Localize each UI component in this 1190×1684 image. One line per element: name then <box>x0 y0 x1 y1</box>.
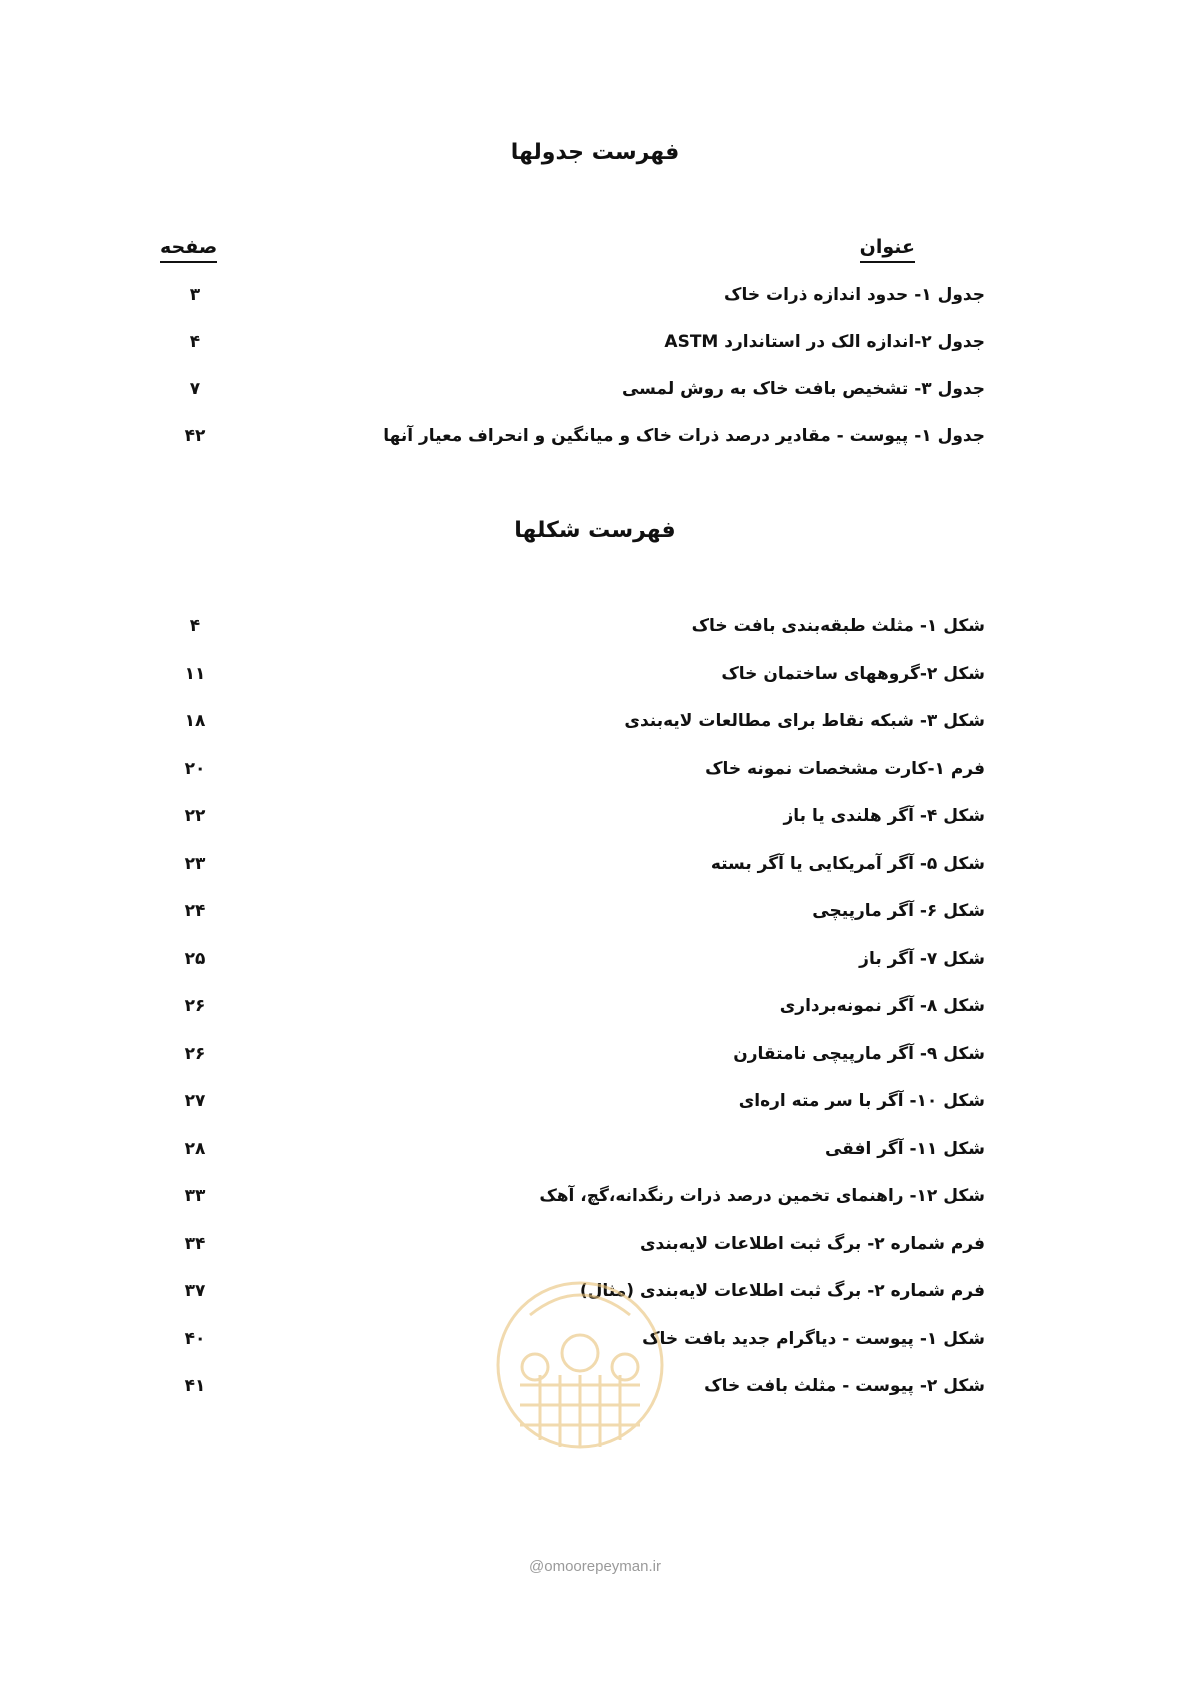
table-entry-title: جدول ۳- تشخیص بافت خاک به روش لمسی <box>621 379 985 399</box>
table-entry-page: ۷ <box>189 379 201 399</box>
figure-entry-page: ۱۸ <box>184 711 206 731</box>
figure-entry-page: ۲۷ <box>184 1091 206 1111</box>
column-title-header: عنوان <box>860 235 915 263</box>
column-page-header: صفحه <box>160 235 217 263</box>
figure-entry-title: شکل ۲- پیوست - مثلث بافت خاک <box>704 1376 985 1396</box>
figure-row[interactable] <box>170 659 985 689</box>
figure-row[interactable] <box>170 611 985 641</box>
figure-entry-title: فرم ۱-کارت مشخصات نمونه خاک <box>705 759 985 779</box>
table-row[interactable] <box>170 374 985 404</box>
figure-entry-page: ۴ <box>189 616 201 636</box>
figure-row[interactable] <box>170 706 985 736</box>
figure-entry-title: شکل ۱- پیوست - دیاگرام جدید بافت خاک <box>642 1329 985 1349</box>
figure-row[interactable] <box>170 849 985 879</box>
figure-entry-title: فرم شماره ۲- برگ ثبت اطلاعات لایه‌بندی <box>639 1234 985 1254</box>
table-entry-page: ۳ <box>189 285 201 305</box>
figure-entry-title: شکل ۱۲- راهنمای تخمین درصد ذرات رنگدانه،گچ، آهک <box>539 1186 985 1206</box>
figure-row[interactable] <box>170 1086 985 1116</box>
table-entry-title: جدول ۱- حدود اندازه ذرات خاک <box>724 285 985 305</box>
figure-row[interactable] <box>170 944 985 974</box>
table-row[interactable] <box>170 280 985 310</box>
figure-row[interactable] <box>170 801 985 831</box>
table-entry-title: جدول ۲-اندازه الک در استاندارد ASTM <box>664 332 985 352</box>
figure-row[interactable] <box>170 1229 985 1259</box>
figure-entry-title: شکل ۷- آگر باز <box>859 949 985 969</box>
figure-entry-title: شکل ۳- شبکه نقاط برای مطالعات لایه‌بندی <box>624 711 985 731</box>
tables-heading: فهرست جدولها <box>510 140 680 165</box>
figure-entry-page: ۲۶ <box>184 1044 206 1064</box>
figure-entry-title: شکل ۱۰- آگر با سر مته اره‌ای <box>738 1091 985 1111</box>
figure-entry-page: ۴۱ <box>184 1376 206 1396</box>
figure-entry-page: ۲۶ <box>184 996 206 1016</box>
figure-entry-title: شکل ۲-گروههای ساختمان خاک <box>721 664 985 684</box>
figure-entry-page: ۲۰ <box>184 759 206 779</box>
figure-row[interactable] <box>170 896 985 926</box>
figure-row[interactable] <box>170 991 985 1021</box>
figure-entry-title: شکل ۱۱- آگر افقی <box>824 1139 985 1159</box>
figure-entry-title: شکل ۴- آگر هلندی یا باز <box>783 806 985 826</box>
figure-row[interactable] <box>170 1181 985 1211</box>
figure-entry-page: ۲۸ <box>184 1139 206 1159</box>
figure-entry-page: ۱۱ <box>184 664 206 684</box>
figures-heading: فهرست شکلها <box>514 518 676 543</box>
figure-entry-title: شکل ۹- آگر مارپیچی نامتقارن <box>733 1044 985 1064</box>
table-entry-page: ۴۲ <box>184 426 206 446</box>
table-entry-page: ۴ <box>189 332 201 352</box>
watermark-logo <box>490 1275 670 1455</box>
figure-entry-page: ۲۳ <box>184 854 206 874</box>
figure-entry-title: فرم شماره ۲- برگ ثبت اطلاعات لایه‌بندی (مثال) <box>579 1281 985 1301</box>
figure-entry-page: ۲۴ <box>184 901 206 921</box>
figure-entry-page: ۳۷ <box>184 1281 206 1301</box>
figure-row[interactable] <box>170 754 985 784</box>
watermark-url: @omoorepeyman.ir <box>529 1558 661 1575</box>
table-entry-title: جدول ۱- پیوست - مقادیر درصد ذرات خاک و میانگین و انحراف معیار آنها <box>383 426 985 446</box>
figure-entry-page: ۲۵ <box>184 949 206 969</box>
table-row[interactable] <box>170 421 985 451</box>
figure-row[interactable] <box>170 1039 985 1069</box>
figure-entry-title: شکل ۵- آگر آمریکایی یا آگر بسته <box>710 854 985 874</box>
figure-entry-page: ۴۰ <box>184 1329 206 1349</box>
figure-entry-page: ۲۲ <box>184 806 206 826</box>
figure-entry-page: ۳۳ <box>184 1186 206 1206</box>
figure-entry-title: شکل ۶- آگر مارپیچی <box>812 901 985 921</box>
table-row[interactable] <box>170 327 985 357</box>
figure-entry-title: شکل ۱- مثلث طبقه‌بندی بافت خاک <box>691 616 985 636</box>
figure-entry-title: شکل ۸- آگر نمونه‌برداری <box>779 996 985 1016</box>
figure-row[interactable] <box>170 1134 985 1164</box>
figure-entry-page: ۳۴ <box>184 1234 206 1254</box>
